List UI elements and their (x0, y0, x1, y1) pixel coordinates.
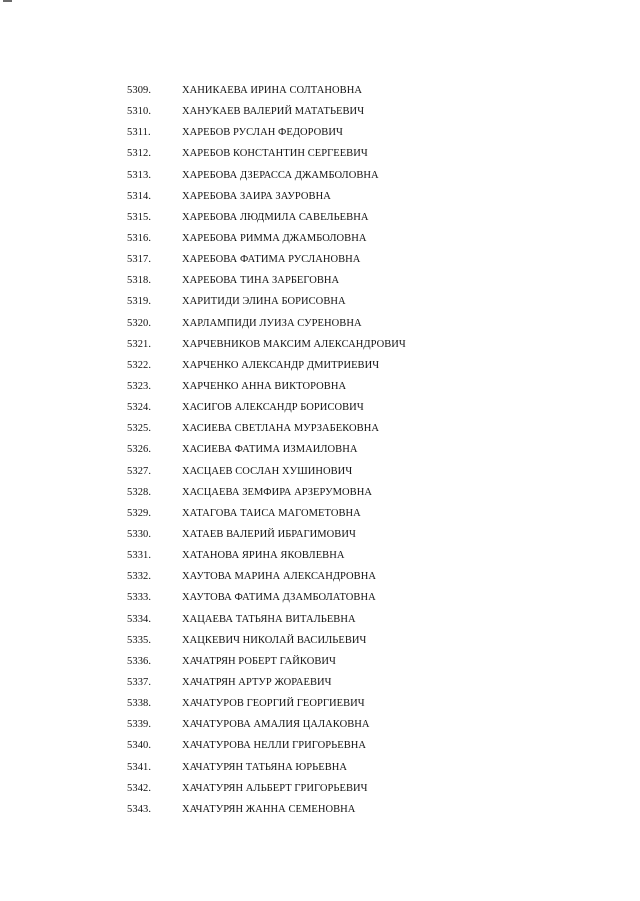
list-item (0, 397, 640, 418)
entry-name: ХАСИЕВА ФАТИМА ИЗМАИЛОВНА (182, 444, 358, 456)
entry-name: ХАТАНОВА ЯРИНА ЯКОВЛЕВНА (182, 550, 345, 562)
entry-number: 5330. (127, 528, 152, 540)
list-item (0, 376, 640, 397)
entry-number: 5326. (127, 444, 152, 456)
entry-number: 5324. (127, 402, 152, 414)
entry-number: 5341. (127, 761, 152, 773)
entry-name: ХАУТОВА ФАТИМА ДЗАМБОЛАТОВНА (182, 592, 376, 604)
entry-name: ХАРИТИДИ ЭЛИНА БОРИСОВНА (182, 296, 346, 308)
list-item (0, 270, 640, 291)
entry-name: ХАРЧЕНКО АЛЕКСАНДР ДМИТРИЕВИЧ (182, 359, 380, 371)
entry-name: ХАСЦАЕВА ЗЕМФИРА АРЗЕРУМОВНА (182, 486, 372, 498)
list-item (0, 461, 640, 482)
entry-name: ХАЦАЕВА ТАТЬЯНА ВИТАЛЬЕВНА (182, 613, 356, 625)
entry-name: ХАРЕБОВА ФАТИМА РУСЛАНОВНА (182, 254, 361, 266)
entry-number: 5313. (127, 169, 152, 181)
entry-name: ХАРЕБОВА ЗАИРА ЗАУРОВНА (182, 190, 331, 202)
entry-name: ХАЧАТУРОВ ГЕОРГИЙ ГЕОРГИЕВИЧ (182, 698, 365, 710)
list-item (0, 228, 640, 249)
entry-number: 5325. (127, 423, 152, 435)
entry-number: 5335. (127, 634, 152, 646)
entry-number: 5334. (127, 613, 152, 625)
entry-name: ХАЧАТРЯН АРТУР ЖОРАЕВИЧ (182, 676, 332, 688)
entry-name: ХАЧАТУРОВА АМАЛИЯ ЦАЛАКОВНА (182, 719, 370, 731)
list-item (0, 122, 640, 143)
entry-name: ХАРЕБОВА ЛЮДМИЛА САВЕЛЬЕВНА (182, 211, 369, 223)
list-item (0, 355, 640, 376)
entry-number: 5320. (127, 317, 152, 329)
entry-name: ХАЦКЕВИЧ НИКОЛАЙ ВАСИЛЬЕВИЧ (182, 634, 367, 646)
entry-name: ХАЧАТУРЯН ЖАННА СЕМЕНОВНА (182, 803, 356, 815)
list-item (0, 566, 640, 587)
list-item (0, 503, 640, 524)
list-item (0, 630, 640, 651)
entry-number: 5316. (127, 232, 152, 244)
entry-name: ХАНИКАЕВА ИРИНА СОЛТАНОВНА (182, 85, 362, 96)
list-item (0, 482, 640, 503)
entry-number: 5312. (127, 148, 152, 160)
list-item (0, 778, 640, 799)
list-item (0, 313, 640, 334)
list-item (0, 587, 640, 608)
list-item (0, 80, 640, 101)
entry-number: 5317. (127, 254, 152, 266)
entry-number: 5315. (127, 211, 152, 223)
entry-name: ХАЧАТРЯН РОБЕРТ ГАЙКОВИЧ (182, 655, 336, 667)
entry-name: ХАРЧЕНКО АННА ВИКТОРОВНА (182, 380, 347, 392)
list-item (0, 207, 640, 228)
entry-number: 5327. (127, 465, 152, 477)
list-item (0, 291, 640, 312)
entry-number: 5322. (127, 359, 152, 371)
entry-name: ХАУТОВА МАРИНА АЛЕКСАНДРОВНА (182, 571, 377, 583)
list-item (0, 101, 640, 122)
entry-number: 5339. (127, 719, 152, 731)
entry-number: 5319. (127, 296, 152, 308)
list-item (0, 651, 640, 672)
entry-name: ХАРЕБОВА РИММА ДЖАМБОЛОВНА (182, 232, 367, 244)
entry-number: 5311. (127, 127, 151, 139)
entry-number: 5321. (127, 338, 152, 350)
entry-number: 5336. (127, 655, 152, 667)
entry-number: 5323. (127, 380, 152, 392)
entry-name: ХАНУКАЕВ ВАЛЕРИЙ МАТАТЬЕВИЧ (182, 106, 365, 118)
name-list (0, 80, 640, 820)
list-item (0, 672, 640, 693)
entry-name: ХАСЦАЕВ СОСЛАН ХУШИНОВИЧ (182, 465, 353, 477)
list-item (0, 143, 640, 164)
entry-name: ХАРЕБОВА ТИНА ЗАРБЕГОВНА (182, 275, 340, 287)
entry-name: ХАРЛАМПИДИ ЛУИЗА СУРЕНОВНА (182, 317, 362, 329)
entry-number: 5328. (127, 486, 152, 498)
entry-number: 5342. (127, 782, 152, 794)
entry-name: ХАРЕБОВ КОНСТАНТИН СЕРГЕЕВИЧ (182, 148, 368, 160)
entry-number: 5309. (127, 85, 152, 96)
entry-number: 5333. (127, 592, 152, 604)
list-item (0, 249, 640, 270)
list-item (0, 334, 640, 355)
scan-corner-mark (3, 0, 12, 2)
list-item (0, 165, 640, 186)
list-item (0, 439, 640, 460)
entry-number: 5310. (127, 106, 152, 118)
entry-number: 5340. (127, 740, 152, 752)
list-item (0, 799, 640, 820)
entry-name: ХАЧАТУРОВА НЕЛЛИ ГРИГОРЬЕВНА (182, 740, 367, 752)
entry-name: ХАТАГОВА ТАИСА МАГОМЕТОВНА (182, 507, 361, 519)
list-item (0, 693, 640, 714)
entry-name: ХАЧАТУРЯН ТАТЬЯНА ЮРЬЕВНА (182, 761, 348, 773)
list-item (0, 418, 640, 439)
entry-name: ХАТАЕВ ВАЛЕРИЙ ИБРАГИМОВИЧ (182, 528, 356, 540)
list-item (0, 757, 640, 778)
entry-name: ХАЧАТУРЯН АЛЬБЕРТ ГРИГОРЬЕВИЧ (182, 782, 368, 794)
entry-name: ХАРЧЕВНИКОВ МАКСИМ АЛЕКСАНДРОВИЧ (182, 338, 406, 350)
entry-number: 5343. (127, 803, 152, 815)
entry-number: 5314. (127, 190, 152, 202)
list-item (0, 735, 640, 756)
entry-name: ХАСИГОВ АЛЕКСАНДР БОРИСОВИЧ (182, 402, 364, 414)
list-item (0, 609, 640, 630)
entry-number: 5338. (127, 698, 152, 710)
entry-number: 5332. (127, 571, 152, 583)
entry-number: 5329. (127, 507, 152, 519)
entry-number: 5331. (127, 550, 152, 562)
entry-number: 5318. (127, 275, 152, 287)
list-item (0, 186, 640, 207)
entry-number: 5337. (127, 676, 152, 688)
entry-name: ХАСИЕВА СВЕТЛАНА МУРЗАБЕКОВНА (182, 423, 379, 435)
entry-name: ХАРЕБОВ РУСЛАН ФЕДОРОВИЧ (182, 127, 343, 139)
entry-name: ХАРЕБОВА ДЗЕРАССА ДЖАМБОЛОВНА (182, 169, 379, 181)
list-item (0, 714, 640, 735)
list-item (0, 524, 640, 545)
list-item (0, 545, 640, 566)
